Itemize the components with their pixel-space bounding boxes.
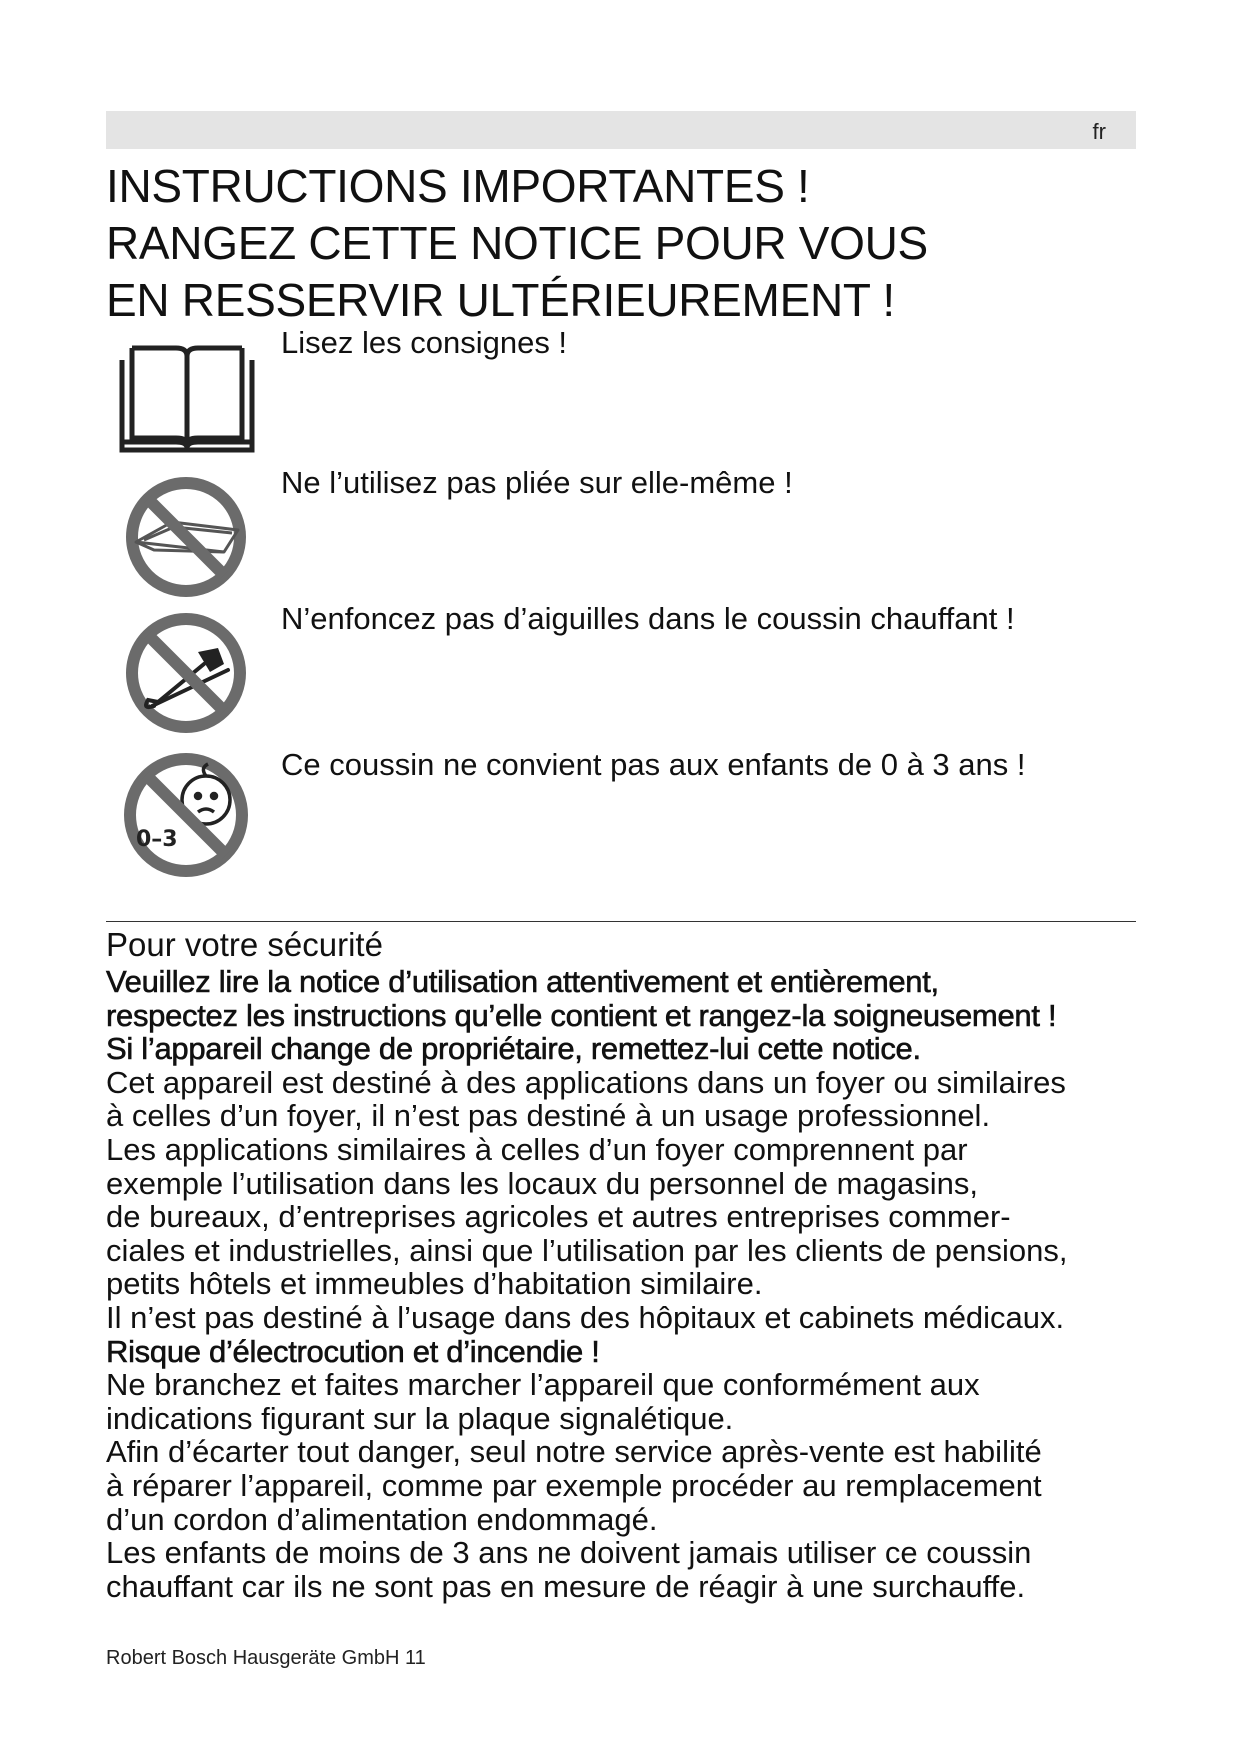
safety-line: respectez les instructions qu’elle contient et rangez-la soigneusement ! (106, 997, 1057, 1033)
safety-line: petits hôtels et immeubles d’habitation similaire. (106, 1266, 763, 1302)
safety-line: chauffant car ils ne sont pas en mesure de réagir à une surchauffe. (106, 1568, 1026, 1604)
language-bar (106, 111, 1136, 149)
age-range-label: 0–3 (136, 827, 178, 852)
safety-warning-heading: Risque d’électrocution et d’incendie ! (106, 1333, 600, 1369)
no-folding-icon (114, 470, 260, 604)
notice-not-for-children: Ce coussin ne convient pas aux enfants de 0 à 3 ans ! (281, 747, 1026, 782)
title-line: RANGEZ CETTE NOTICE POUR VOUS (106, 217, 928, 269)
safety-line: Afin d’écarter tout danger, seul notre service après-vente est habilité (106, 1434, 1042, 1470)
safety-line: à celles d’un foyer, il n’est pas destiné à un usage professionnel. (106, 1098, 991, 1134)
safety-line: Si l’appareil change de propriétaire, remettez-lui cette notice. (106, 1031, 921, 1067)
no-children-icon (114, 748, 260, 882)
safety-line: de bureaux, d’entreprises agricoles et autres entreprises commer- (106, 1199, 1011, 1235)
notice-no-needles: N’enfoncez pas d’aiguilles dans le coussin chauffant ! (281, 601, 1015, 636)
safety-line: Ne branchez et faites marcher l’appareil que conformément aux (106, 1367, 980, 1403)
safety-line: Les enfants de moins de 3 ans ne doivent jamais utiliser ce coussin (106, 1535, 1032, 1571)
section-divider (106, 921, 1136, 922)
safety-text (106, 965, 1186, 1603)
open-book-icon (114, 330, 260, 464)
no-needles-icon (114, 606, 260, 740)
title-line: EN RESSERVIR ULTÉRIEUREMENT ! (106, 274, 895, 326)
safety-line: indications figurant sur la plaque signalétique. (106, 1400, 734, 1436)
safety-line: Les applications similaires à celles d’un foyer comprennent par (106, 1131, 968, 1167)
notice-no-folding: Ne l’utilisez pas pliée sur elle-même ! (281, 465, 793, 500)
safety-line: ciales et industrielles, ainsi que l’utilisation par les clients de pensions, (106, 1232, 1068, 1268)
language-code: fr (1092, 119, 1106, 144)
safety-line: Il n’est pas destiné à l’usage dans des hôpitaux et cabinets médicaux. (106, 1299, 1065, 1335)
safety-line: Veuillez lire la notice d’utilisation attentivement et entièrement, (106, 964, 939, 999)
page-title (106, 158, 928, 329)
safety-line: Cet appareil est destiné à des applications dans un foyer ou similaires (106, 1064, 1066, 1100)
safety-line: d’un cordon d’alimentation endommagé. (106, 1501, 658, 1537)
safety-line: à réparer l’appareil, comme par exemple procéder au remplacement (106, 1467, 1042, 1503)
safety-line: exemple l’utilisation dans les locaux du personnel de magasins, (106, 1165, 978, 1201)
page-footer: Robert Bosch Hausgeräte GmbH 11 (106, 1647, 426, 1669)
title-line: INSTRUCTIONS IMPORTANTES ! (106, 160, 810, 212)
notice-read-instructions: Lisez les consignes ! (281, 325, 568, 360)
safety-heading: Pour votre sécurité (106, 926, 383, 963)
